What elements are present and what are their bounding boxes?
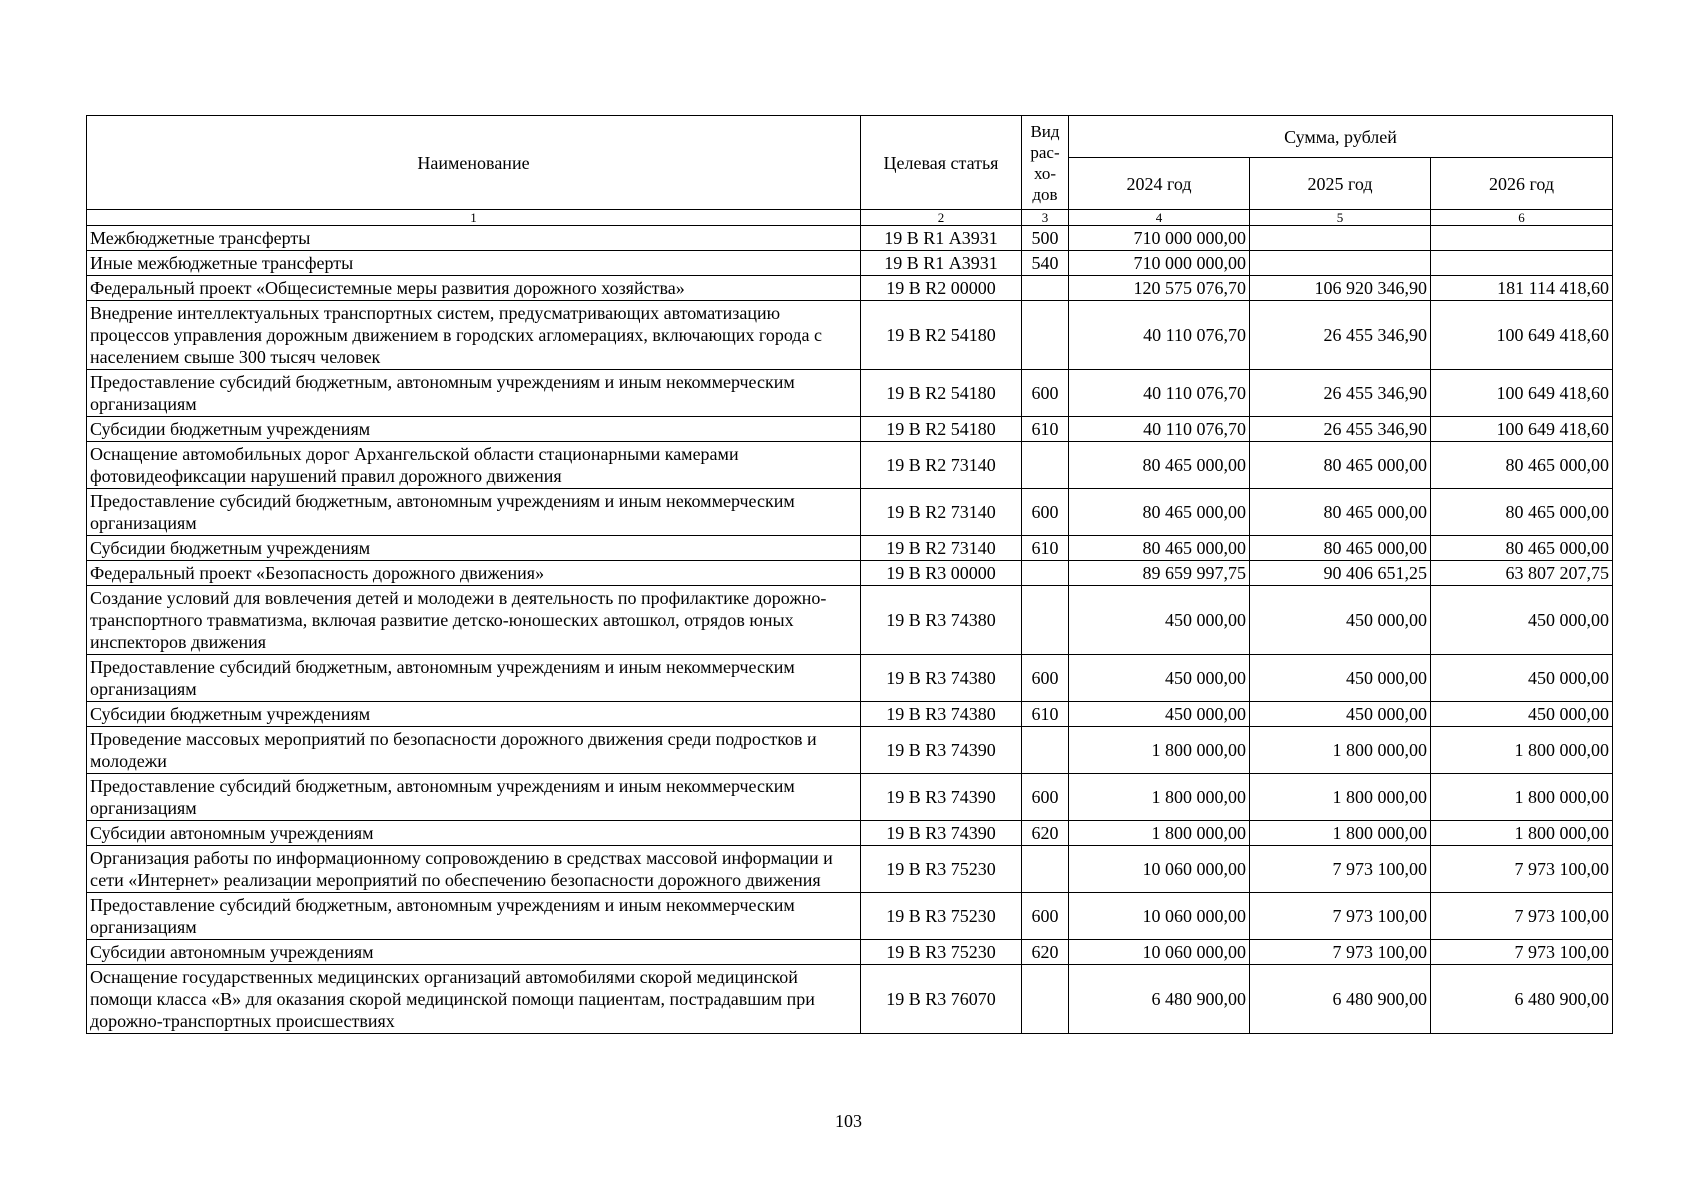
document-page: [86, 115, 1612, 1034]
table-row: [87, 655, 1613, 702]
row-target-article: 19 В R2 54180: [861, 417, 1022, 442]
row-target-article: 19 В R3 74380: [861, 655, 1022, 702]
table-row: [87, 226, 1613, 251]
row-amount-2026: 181 114 418,60: [1431, 276, 1613, 301]
table-row: [87, 821, 1613, 846]
table-row: [87, 370, 1613, 417]
row-amount-2025: 80 465 000,00: [1250, 489, 1431, 536]
table-row: [87, 489, 1613, 536]
row-name: Проведение массовых мероприятий по безопасности дорожного движения среди подростков и молодежи: [87, 727, 861, 774]
row-amount-2026: 100 649 418,60: [1431, 370, 1613, 417]
row-amount-2025: [1250, 226, 1431, 251]
row-name: Предоставление субсидий бюджетным, автономным учреждениям и иным некоммерческим организациям: [87, 774, 861, 821]
row-name: Предоставление субсидий бюджетным, автономным учреждениям и иным некоммерческим организациям: [87, 655, 861, 702]
row-amount-2025: 6 480 900,00: [1250, 965, 1431, 1034]
row-amount-2025: 1 800 000,00: [1250, 727, 1431, 774]
header-expense-type: Вид рас-хо-дов: [1022, 116, 1069, 210]
row-amount-2026: [1431, 226, 1613, 251]
header-sum: Сумма, рублей: [1069, 116, 1613, 158]
table-body: [87, 226, 1613, 1034]
row-amount-2026: 80 465 000,00: [1431, 489, 1613, 536]
row-expense-type: 600: [1022, 370, 1069, 417]
row-expense-type: [1022, 276, 1069, 301]
row-amount-2025: 26 455 346,90: [1250, 370, 1431, 417]
column-number: 1: [87, 210, 861, 226]
table-row: [87, 442, 1613, 489]
page-number: 103: [835, 1111, 862, 1131]
row-expense-type: 610: [1022, 417, 1069, 442]
row-amount-2025: 1 800 000,00: [1250, 821, 1431, 846]
row-amount-2024: 710 000 000,00: [1069, 251, 1250, 276]
row-amount-2025: 450 000,00: [1250, 586, 1431, 655]
header-target-article: Целевая статья: [861, 116, 1022, 210]
column-number: 5: [1250, 210, 1431, 226]
row-name: Федеральный проект «Общесистемные меры развития дорожного хозяйства»: [87, 276, 861, 301]
row-amount-2026: 450 000,00: [1431, 702, 1613, 727]
row-amount-2024: 450 000,00: [1069, 702, 1250, 727]
row-name: Оснащение государственных медицинских организаций автомобилями скорой медицинской помощи класса «В» для оказания скорой медицинской помощи пациентам, пострадавшим при дорожно-транспортных происшествиях: [87, 965, 861, 1034]
row-amount-2025: 90 406 651,25: [1250, 561, 1431, 586]
row-target-article: 19 В R3 74380: [861, 586, 1022, 655]
row-name: Оснащение автомобильных дорог Архангельской области стационарными камерами фотовидеофиксации нарушений правил дорожного движения: [87, 442, 861, 489]
row-expense-type: 540: [1022, 251, 1069, 276]
row-expense-type: 600: [1022, 655, 1069, 702]
row-target-article: 19 В R3 00000: [861, 561, 1022, 586]
row-amount-2026: 80 465 000,00: [1431, 442, 1613, 489]
row-target-article: 19 В R3 74390: [861, 821, 1022, 846]
row-amount-2026: 450 000,00: [1431, 586, 1613, 655]
row-expense-type: 600: [1022, 489, 1069, 536]
header-name: Наименование: [87, 116, 861, 210]
row-expense-type: 610: [1022, 536, 1069, 561]
row-amount-2025: 7 973 100,00: [1250, 940, 1431, 965]
row-expense-type: 500: [1022, 226, 1069, 251]
column-number: 3: [1022, 210, 1069, 226]
row-target-article: 19 В R1 А3931: [861, 251, 1022, 276]
row-name: Федеральный проект «Безопасность дорожного движения»: [87, 561, 861, 586]
row-amount-2024: 10 060 000,00: [1069, 846, 1250, 893]
row-amount-2024: 80 465 000,00: [1069, 442, 1250, 489]
row-name: Организация работы по информационному сопровождению в средствах массовой информации и сети «Интернет» реализации мероприятий по обеспечению безопасности дорожного движения: [87, 846, 861, 893]
row-name: Субсидии бюджетным учреждениям: [87, 536, 861, 561]
row-amount-2026: 6 480 900,00: [1431, 965, 1613, 1034]
row-amount-2024: 80 465 000,00: [1069, 536, 1250, 561]
row-target-article: 19 В R3 74390: [861, 774, 1022, 821]
table-row: [87, 561, 1613, 586]
row-amount-2026: 63 807 207,75: [1431, 561, 1613, 586]
row-amount-2026: 100 649 418,60: [1431, 301, 1613, 370]
row-amount-2026: 100 649 418,60: [1431, 417, 1613, 442]
row-amount-2024: 80 465 000,00: [1069, 489, 1250, 536]
row-expense-type: [1022, 561, 1069, 586]
row-amount-2026: 1 800 000,00: [1431, 727, 1613, 774]
row-name: Предоставление субсидий бюджетным, автономным учреждениям и иным некоммерческим организациям: [87, 370, 861, 417]
table-row: [87, 727, 1613, 774]
row-amount-2026: 1 800 000,00: [1431, 821, 1613, 846]
row-target-article: 19 В R3 75230: [861, 940, 1022, 965]
row-amount-2025: 80 465 000,00: [1250, 442, 1431, 489]
header-year-2024: 2024 год: [1069, 158, 1250, 210]
row-target-article: 19 В R3 75230: [861, 893, 1022, 940]
row-expense-type: 600: [1022, 774, 1069, 821]
column-number: 2: [861, 210, 1022, 226]
row-target-article: 19 В R3 74380: [861, 702, 1022, 727]
row-target-article: 19 В R2 54180: [861, 370, 1022, 417]
row-expense-type: [1022, 727, 1069, 774]
row-amount-2026: 7 973 100,00: [1431, 846, 1613, 893]
row-amount-2026: 450 000,00: [1431, 655, 1613, 702]
row-name: Создание условий для вовлечения детей и молодежи в деятельность по профилактике дорожно-транспортного травматизма, включая развитие детско-юношеских автошкол, отрядов юных инспекторов движения: [87, 586, 861, 655]
row-target-article: 19 В R2 73140: [861, 489, 1022, 536]
row-amount-2024: 120 575 076,70: [1069, 276, 1250, 301]
row-expense-type: 610: [1022, 702, 1069, 727]
table-row: [87, 846, 1613, 893]
column-numbers-row: [87, 210, 1613, 226]
row-amount-2025: 106 920 346,90: [1250, 276, 1431, 301]
row-amount-2024: 450 000,00: [1069, 655, 1250, 702]
row-name: Предоставление субсидий бюджетным, автономным учреждениям и иным некоммерческим организациям: [87, 489, 861, 536]
row-target-article: 19 В R3 75230: [861, 846, 1022, 893]
table-row: [87, 940, 1613, 965]
row-amount-2025: 7 973 100,00: [1250, 893, 1431, 940]
table-row: [87, 417, 1613, 442]
row-amount-2026: 80 465 000,00: [1431, 536, 1613, 561]
row-amount-2024: 1 800 000,00: [1069, 821, 1250, 846]
row-amount-2025: 26 455 346,90: [1250, 301, 1431, 370]
table-row: [87, 276, 1613, 301]
row-name: Субсидии автономным учреждениям: [87, 821, 861, 846]
table-header: [87, 116, 1613, 226]
row-expense-type: [1022, 586, 1069, 655]
row-target-article: 19 В R2 73140: [861, 442, 1022, 489]
row-expense-type: 600: [1022, 893, 1069, 940]
row-amount-2026: [1431, 251, 1613, 276]
row-name: Субсидии бюджетным учреждениям: [87, 702, 861, 727]
row-target-article: 19 В R2 00000: [861, 276, 1022, 301]
row-target-article: 19 В R3 76070: [861, 965, 1022, 1034]
row-expense-type: [1022, 965, 1069, 1034]
table-row: [87, 586, 1613, 655]
row-amount-2025: 80 465 000,00: [1250, 536, 1431, 561]
row-amount-2025: 1 800 000,00: [1250, 774, 1431, 821]
row-amount-2024: 6 480 900,00: [1069, 965, 1250, 1034]
row-target-article: 19 В R1 А3931: [861, 226, 1022, 251]
row-amount-2025: [1250, 251, 1431, 276]
row-amount-2024: 450 000,00: [1069, 586, 1250, 655]
row-amount-2024: 40 110 076,70: [1069, 370, 1250, 417]
row-target-article: 19 В R2 73140: [861, 536, 1022, 561]
table-row: [87, 965, 1613, 1034]
table-row: [87, 536, 1613, 561]
row-target-article: 19 В R3 74390: [861, 727, 1022, 774]
table-row: [87, 301, 1613, 370]
row-amount-2024: 89 659 997,75: [1069, 561, 1250, 586]
row-amount-2024: 1 800 000,00: [1069, 774, 1250, 821]
row-amount-2025: 450 000,00: [1250, 655, 1431, 702]
row-name: Субсидии бюджетным учреждениям: [87, 417, 861, 442]
row-amount-2025: 7 973 100,00: [1250, 846, 1431, 893]
table-row: [87, 774, 1613, 821]
row-name: Субсидии автономным учреждениям: [87, 940, 861, 965]
row-amount-2025: 450 000,00: [1250, 702, 1431, 727]
header-year-2025: 2025 год: [1250, 158, 1431, 210]
row-name: Межбюджетные трансферты: [87, 226, 861, 251]
table-row: [87, 893, 1613, 940]
row-amount-2024: 10 060 000,00: [1069, 940, 1250, 965]
column-number: 4: [1069, 210, 1250, 226]
column-number: 6: [1431, 210, 1613, 226]
row-amount-2024: 40 110 076,70: [1069, 301, 1250, 370]
row-amount-2026: 7 973 100,00: [1431, 940, 1613, 965]
row-amount-2026: 1 800 000,00: [1431, 774, 1613, 821]
row-target-article: 19 В R2 54180: [861, 301, 1022, 370]
table-row: [87, 251, 1613, 276]
row-name: Предоставление субсидий бюджетным, автономным учреждениям и иным некоммерческим организациям: [87, 893, 861, 940]
row-expense-type: 620: [1022, 821, 1069, 846]
row-amount-2024: 40 110 076,70: [1069, 417, 1250, 442]
row-expense-type: [1022, 442, 1069, 489]
table-row: [87, 702, 1613, 727]
row-amount-2024: 1 800 000,00: [1069, 727, 1250, 774]
row-name: Внедрение интеллектуальных транспортных систем, предусматривающих автоматизацию процессов управления дорожным движением в городских агломерациях, включающих города с населением свыше 300 тысяч человек: [87, 301, 861, 370]
row-amount-2024: 10 060 000,00: [1069, 893, 1250, 940]
row-expense-type: [1022, 846, 1069, 893]
row-amount-2026: 7 973 100,00: [1431, 893, 1613, 940]
row-name: Иные межбюджетные трансферты: [87, 251, 861, 276]
budget-table: [86, 115, 1613, 1034]
row-amount-2024: 710 000 000,00: [1069, 226, 1250, 251]
row-amount-2025: 26 455 346,90: [1250, 417, 1431, 442]
header-year-2026: 2026 год: [1431, 158, 1613, 210]
row-expense-type: 620: [1022, 940, 1069, 965]
row-expense-type: [1022, 301, 1069, 370]
